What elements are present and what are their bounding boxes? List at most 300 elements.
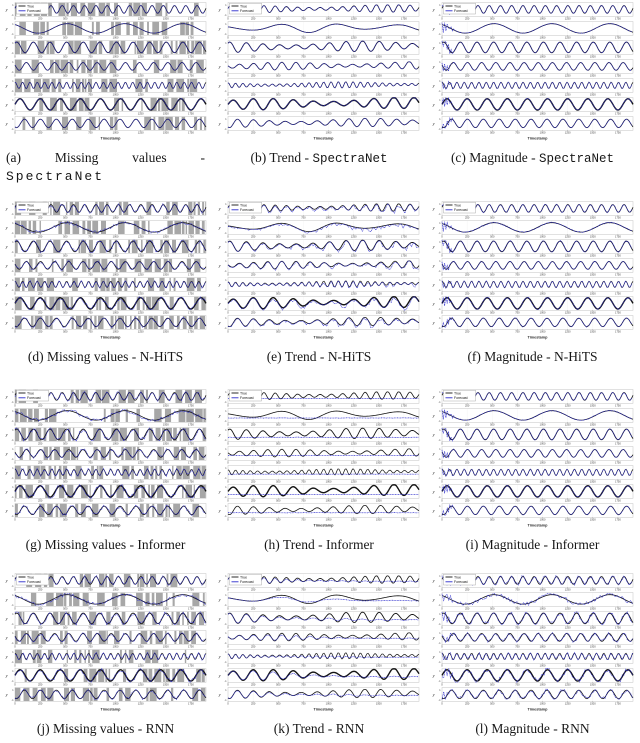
x-tick-label: 1000 <box>325 588 332 592</box>
panel-k-6 <box>218 669 419 687</box>
x-tick-label: 1750 <box>615 683 621 687</box>
missing-value-band <box>66 3 68 16</box>
x-tick-label: 0 <box>14 499 16 503</box>
caption-f <box>427 348 640 366</box>
missing-value-band <box>62 117 68 130</box>
x-tick-label: 1250 <box>350 273 357 277</box>
x-tick-label: 250 <box>37 330 43 334</box>
x-tick-label: 250 <box>37 273 43 277</box>
missing-value-band <box>154 60 159 73</box>
x-tick-label: 0 <box>441 93 443 97</box>
x-tick-label: 500 <box>276 55 281 59</box>
missing-value-band <box>54 466 56 479</box>
x-tick-label: 0 <box>14 254 16 258</box>
x-tick-label: 1750 <box>401 423 407 427</box>
panel-frame <box>228 688 419 702</box>
x-tick-label: 0 <box>227 254 229 258</box>
panel-a-3 <box>5 41 206 59</box>
missing-value-band <box>87 221 91 234</box>
y-tick-label: -1 <box>224 476 227 480</box>
x-tick-label: 1500 <box>589 330 596 334</box>
y-tick-label: 1 <box>439 23 441 27</box>
x-tick-label: 750 <box>88 112 93 116</box>
y-axis-label: y <box>218 64 221 69</box>
y-axis-label: y <box>218 320 221 325</box>
missing-value-band <box>182 117 185 130</box>
x-tick-label: 1500 <box>375 55 382 59</box>
y-tick-label: 1 <box>225 505 227 509</box>
x-tick-label: 500 <box>276 626 281 630</box>
missing-value-band <box>191 22 194 35</box>
missing-value-band <box>125 650 126 663</box>
missing-value-band <box>202 466 206 479</box>
y-tick-label: -1 <box>11 476 14 480</box>
x-tick-label: 0 <box>227 423 229 427</box>
y-axis-label: y <box>218 7 221 12</box>
x-tick-label: 1000 <box>325 423 332 427</box>
x-tick-label: 1500 <box>162 607 169 611</box>
x-tick-label: 250 <box>250 518 256 522</box>
x-tick-label: 1750 <box>401 330 407 334</box>
y-tick-label: -1 <box>224 250 227 254</box>
x-tick-label: 1250 <box>350 55 357 59</box>
x-tick-label: 500 <box>276 254 281 258</box>
x-tick-label: 750 <box>301 273 306 277</box>
x-tick-label: 250 <box>250 442 256 446</box>
x-tick-label: 750 <box>301 311 306 315</box>
x-tick-label: 1500 <box>162 131 169 135</box>
x-tick-label: 1250 <box>564 499 571 503</box>
x-tick-label: 1500 <box>162 461 169 465</box>
x-tick-label: 250 <box>464 74 470 78</box>
x-tick-label: 250 <box>37 93 43 97</box>
x-tick-label: 0 <box>14 626 16 630</box>
x-tick-label: 500 <box>490 311 495 315</box>
x-tick-label: 1750 <box>615 254 621 258</box>
x-tick-label: 250 <box>250 480 256 484</box>
x-tick-label: 500 <box>276 36 281 40</box>
x-tick-label: 1750 <box>401 55 407 59</box>
panel-f-5 <box>432 278 633 296</box>
x-tick-label: 750 <box>88 442 93 446</box>
x-tick-label: 0 <box>441 131 443 135</box>
x-tick-label: 1500 <box>162 254 169 258</box>
y-tick-label: 1 <box>12 222 14 226</box>
x-tick-label: 1250 <box>564 292 571 296</box>
x-tick-label: 1750 <box>615 235 621 239</box>
x-tick-label: 1500 <box>589 311 596 315</box>
y-tick-label: -1 <box>11 438 14 442</box>
x-tick-label: 750 <box>88 330 93 334</box>
x-tick-label: 1250 <box>137 112 144 116</box>
x-tick-label: 750 <box>515 664 520 668</box>
x-tick-label: 1000 <box>112 607 119 611</box>
y-tick-label: 1 <box>225 391 227 395</box>
y-tick-label: -1 <box>224 419 227 423</box>
y-tick-label: -1 <box>438 51 441 55</box>
x-tick-label: 0 <box>227 664 229 668</box>
x-tick-label: 750 <box>301 702 306 706</box>
x-tick-label: 500 <box>63 461 68 465</box>
caption-b <box>213 149 427 167</box>
x-tick-label: 0 <box>441 404 443 408</box>
missing-value-band <box>119 259 126 272</box>
x-tick-label: 1000 <box>112 292 119 296</box>
missing-value-band <box>92 504 98 517</box>
panel-f-4 <box>432 259 633 277</box>
missing-value-band <box>80 3 85 16</box>
x-tick-label: 250 <box>250 645 256 649</box>
x-tick-label: 1000 <box>325 626 332 630</box>
x-tick-label: 750 <box>88 404 93 408</box>
x-tick-label: 1250 <box>564 626 571 630</box>
x-tick-label: 500 <box>63 311 68 315</box>
panel-a-6 <box>5 98 206 116</box>
y-tick-label: 1 <box>439 689 441 693</box>
x-tick-label: 1000 <box>539 292 546 296</box>
y-axis-label: y <box>5 301 8 306</box>
missing-value-band <box>81 504 86 517</box>
x-tick-label: 1000 <box>112 588 119 592</box>
missing-value-band <box>52 259 54 272</box>
y-tick-label: 1 <box>12 391 14 395</box>
missing-value-band <box>169 278 170 291</box>
y-tick-label: -1 <box>438 457 441 461</box>
panel-e-4 <box>218 259 419 277</box>
y-axis-label: y <box>218 597 221 602</box>
x-tick-label: 1750 <box>401 74 407 78</box>
x-tick-label: 500 <box>276 93 281 97</box>
x-tick-label: 250 <box>464 702 470 706</box>
missing-value-band <box>142 3 147 16</box>
y-tick-label: -1 <box>224 212 227 216</box>
legend <box>17 3 49 14</box>
x-tick-label: 1000 <box>325 93 332 97</box>
y-tick-label: -1 <box>224 326 227 330</box>
caption-text: (e) Trend - <box>266 349 325 364</box>
panel-frame <box>228 466 419 480</box>
missing-value-band <box>146 390 148 403</box>
x-tick-label: 250 <box>464 254 470 258</box>
x-tick-label: 0 <box>441 499 443 503</box>
y-tick-label: -1 <box>438 495 441 499</box>
x-tick-label: 1250 <box>564 442 571 446</box>
x-tick-label: 1250 <box>564 216 571 220</box>
subfigure-h <box>213 376 427 566</box>
x-tick-label: 1000 <box>325 216 332 220</box>
x-tick-label: 500 <box>490 273 495 277</box>
missing-value-band <box>104 409 106 422</box>
x-tick-label: 1250 <box>137 683 144 687</box>
x-tick-label: 750 <box>301 518 306 522</box>
x-tick-label: 1750 <box>401 235 407 239</box>
x-axis-title: Timestamp <box>313 523 334 528</box>
x-tick-label: 1000 <box>112 499 119 503</box>
panel-d-6 <box>5 297 206 315</box>
panel-g-5 <box>5 466 206 484</box>
y-tick-label: 1 <box>12 4 14 8</box>
x-tick-label: 1500 <box>589 702 596 706</box>
panel-f-3 <box>432 240 633 258</box>
panel-e-7 <box>218 316 419 334</box>
y-axis-label: y <box>218 244 221 249</box>
y-axis-label: y <box>432 470 435 475</box>
x-axis-title: Timestamp <box>313 335 334 340</box>
y-axis-label: y <box>5 7 8 12</box>
caption-k <box>213 720 427 738</box>
x-tick-label: 1500 <box>589 292 596 296</box>
caption-text: (i) Magnitude - <box>465 537 549 552</box>
x-tick-label: 500 <box>63 499 68 503</box>
x-tick-label: 750 <box>515 423 520 427</box>
missing-value-band <box>45 409 48 422</box>
x-tick-label: 1250 <box>564 702 571 706</box>
y-tick-label: 1 <box>12 61 14 65</box>
missing-value-band <box>50 202 51 215</box>
panel-frame <box>442 485 633 499</box>
caption-model-name: Informer <box>551 537 600 552</box>
x-tick-label: 250 <box>250 461 256 465</box>
x-tick-label: 500 <box>63 17 68 21</box>
x-tick-label: 1000 <box>325 518 332 522</box>
panel-a-2 <box>5 22 206 40</box>
x-tick-label: 500 <box>276 17 281 21</box>
x-tick-label: 750 <box>515 645 520 649</box>
x-tick-label: 250 <box>464 588 470 592</box>
x-tick-label: 0 <box>14 216 16 220</box>
caption-model-name: N-HiTS <box>554 349 598 364</box>
y-tick-label: -1 <box>224 698 227 702</box>
missing-value-band <box>175 117 179 130</box>
x-tick-label: 1750 <box>401 131 407 135</box>
panel-b-5 <box>218 79 419 97</box>
y-tick-label: -1 <box>11 457 14 461</box>
y-axis-label: y <box>218 26 221 31</box>
missing-value-band <box>32 60 39 73</box>
x-tick-label: 1500 <box>589 55 596 59</box>
panel-frame <box>442 297 633 311</box>
y-tick-label: -1 <box>11 307 14 311</box>
missing-value-band <box>160 316 163 329</box>
x-tick-label: 750 <box>515 499 520 503</box>
y-axis-label: y <box>5 470 8 475</box>
x-tick-label: 1500 <box>162 626 169 630</box>
y-tick-label: -1 <box>224 231 227 235</box>
missing-value-band <box>101 259 107 272</box>
x-tick-label: 1000 <box>112 626 119 630</box>
x-tick-label: 0 <box>14 330 16 334</box>
y-tick-label: -1 <box>438 288 441 292</box>
x-tick-label: 500 <box>276 702 281 706</box>
x-tick-label: 500 <box>490 518 495 522</box>
missing-value-band <box>131 466 134 479</box>
panel-d-2 <box>5 221 206 239</box>
x-tick-label: 750 <box>515 112 520 116</box>
x-tick-label: 1000 <box>325 36 332 40</box>
x-tick-label: 0 <box>227 480 229 484</box>
panel-h-4 <box>218 447 419 465</box>
caption-j <box>0 720 213 738</box>
x-tick-label: 1750 <box>188 292 194 296</box>
missing-value-band <box>15 3 16 16</box>
y-tick-label: 1 <box>12 594 14 598</box>
y-axis-label: y <box>432 301 435 306</box>
x-tick-label: 1000 <box>112 442 119 446</box>
missing-value-band <box>32 631 39 644</box>
x-tick-label: 1000 <box>325 702 332 706</box>
chart-h <box>216 389 421 531</box>
x-tick-label: 250 <box>37 112 43 116</box>
missing-value-band <box>94 60 98 73</box>
x-tick-label: 0 <box>14 235 16 239</box>
x-tick-label: 250 <box>464 131 470 135</box>
x-tick-label: 1000 <box>539 664 546 668</box>
x-tick-label: 1750 <box>615 442 621 446</box>
x-tick-label: 0 <box>14 588 16 592</box>
x-tick-label: 1250 <box>350 423 357 427</box>
y-tick-label: -1 <box>224 457 227 461</box>
x-tick-label: 1250 <box>564 645 571 649</box>
panel-l-1 <box>432 574 633 592</box>
x-tick-label: 750 <box>301 216 306 220</box>
y-tick-label: -1 <box>11 70 14 74</box>
missing-value-band <box>146 240 153 253</box>
y-tick-label: -1 <box>11 400 14 404</box>
x-tick-label: 1000 <box>112 664 119 668</box>
x-tick-label: 750 <box>301 235 306 239</box>
x-tick-label: 1000 <box>539 404 546 408</box>
missing-value-band <box>24 79 30 92</box>
x-tick-label: 1750 <box>188 17 194 21</box>
panel-b-4 <box>218 60 419 78</box>
x-axis-title: Timestamp <box>313 707 334 712</box>
x-tick-label: 1750 <box>188 702 194 706</box>
x-tick-label: 250 <box>250 423 256 427</box>
x-tick-label: 500 <box>276 112 281 116</box>
y-axis-label: y <box>218 102 221 107</box>
x-tick-label: 1500 <box>162 664 169 668</box>
missing-value-band <box>95 202 97 215</box>
x-tick-label: 250 <box>37 645 43 649</box>
subfigure-g <box>0 376 213 566</box>
x-tick-label: 1000 <box>539 254 546 258</box>
x-tick-label: 500 <box>276 607 281 611</box>
x-axis-title: Timestamp <box>100 523 121 528</box>
x-tick-label: 1750 <box>188 683 194 687</box>
x-tick-label: 250 <box>464 311 470 315</box>
y-tick-label: 1 <box>225 80 227 84</box>
x-tick-label: 250 <box>464 93 470 97</box>
x-tick-label: 500 <box>490 423 495 427</box>
y-axis-label: y <box>5 597 8 602</box>
x-tick-label: 1250 <box>350 254 357 258</box>
x-tick-label: 750 <box>515 93 520 97</box>
y-axis-label: y <box>432 320 435 325</box>
x-tick-label: 500 <box>276 311 281 315</box>
x-tick-label: 1000 <box>539 311 546 315</box>
x-tick-label: 1000 <box>325 311 332 315</box>
x-tick-label: 1000 <box>539 423 546 427</box>
y-axis-label: y <box>432 282 435 287</box>
y-axis-label: y <box>218 263 221 268</box>
chart-i <box>430 389 635 531</box>
missing-value-band <box>144 316 147 329</box>
x-tick-label: 750 <box>88 131 93 135</box>
missing-value-band <box>91 466 94 479</box>
chart-c <box>430 2 635 144</box>
x-tick-label: 1250 <box>137 702 144 706</box>
x-tick-label: 250 <box>250 235 256 239</box>
missing-value-band <box>194 3 199 16</box>
x-tick-label: 1250 <box>137 254 144 258</box>
panel-frame <box>442 79 633 93</box>
missing-value-band <box>135 79 142 92</box>
x-tick-label: 1000 <box>325 17 332 21</box>
panel-h-1 <box>218 390 419 408</box>
x-tick-label: 1500 <box>162 273 169 277</box>
missing-value-band <box>83 593 89 606</box>
x-tick-label: 1000 <box>112 216 119 220</box>
x-tick-label: 500 <box>490 17 495 21</box>
y-tick-label: 1 <box>225 575 227 579</box>
missing-value-band <box>184 631 189 644</box>
x-tick-label: 1250 <box>350 499 357 503</box>
x-tick-label: 1250 <box>137 518 144 522</box>
x-tick-label: 0 <box>441 216 443 220</box>
x-tick-label: 250 <box>464 216 470 220</box>
caption-text: (b) Trend - <box>250 150 310 165</box>
x-tick-label: 1500 <box>162 292 169 296</box>
y-tick-label: 1 <box>12 486 14 490</box>
missing-value-band <box>60 631 63 644</box>
x-tick-label: 1750 <box>401 480 407 484</box>
x-tick-label: 500 <box>63 216 68 220</box>
x-tick-label: 750 <box>301 499 306 503</box>
missing-value-band <box>56 593 63 606</box>
missing-value-band <box>15 504 18 517</box>
y-axis-label: y <box>5 45 8 50</box>
missing-value-band <box>202 202 204 215</box>
missing-value-band <box>88 79 92 92</box>
panel-e-2 <box>218 221 419 239</box>
x-tick-label: 250 <box>250 17 256 21</box>
y-tick-label: 1 <box>12 448 14 452</box>
x-tick-label: 0 <box>14 36 16 40</box>
x-tick-label: 250 <box>464 17 470 21</box>
legend <box>444 390 476 401</box>
x-tick-label: 1250 <box>350 442 357 446</box>
x-tick-label: 1250 <box>137 36 144 40</box>
panel-c-2 <box>432 22 633 40</box>
x-tick-label: 1000 <box>539 442 546 446</box>
y-tick-label: 1 <box>225 260 227 264</box>
x-tick-label: 250 <box>464 442 470 446</box>
panel-i-4 <box>432 447 633 465</box>
x-tick-label: 0 <box>14 480 16 484</box>
y-tick-label: -1 <box>224 13 227 17</box>
x-tick-label: 750 <box>301 588 306 592</box>
x-tick-label: 1750 <box>188 311 194 315</box>
x-tick-label: 250 <box>37 74 43 78</box>
panel-i-3 <box>432 428 633 446</box>
x-tick-label: 250 <box>464 235 470 239</box>
x-tick-label: 750 <box>515 626 520 630</box>
x-tick-label: 0 <box>227 518 229 522</box>
y-tick-label: 1 <box>439 203 441 207</box>
y-tick-label: 1 <box>12 505 14 509</box>
y-tick-label: -1 <box>438 326 441 330</box>
x-tick-label: 1250 <box>137 645 144 649</box>
